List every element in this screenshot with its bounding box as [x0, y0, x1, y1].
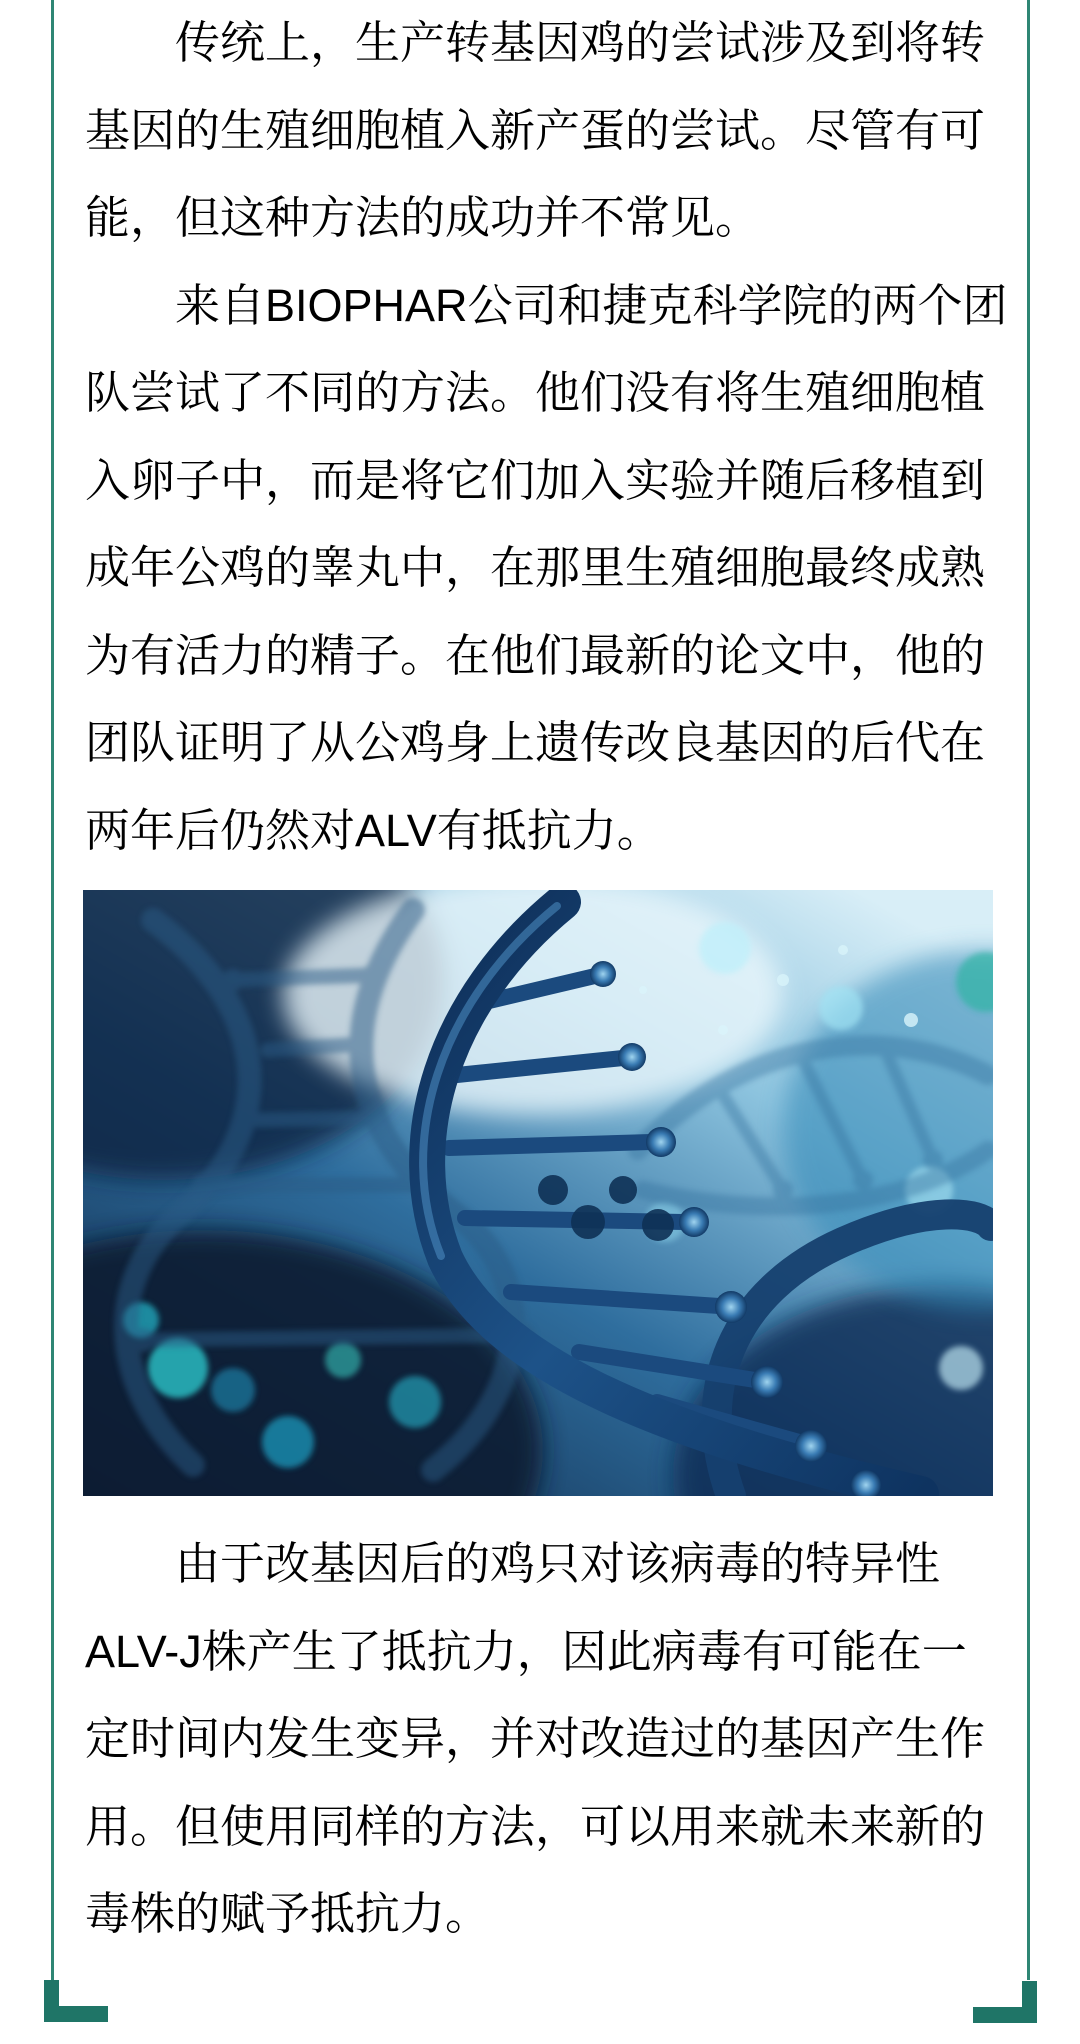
dna-helix-illustration: [83, 890, 993, 1496]
corner-bracket-bottom-right: [973, 1981, 1037, 2023]
corner-bracket-bottom-left: [44, 1980, 108, 2022]
article-body: [85, 0, 1010, 1958]
paragraph-1: 传统上，生产转基因鸡的尝试涉及到将转基因的生殖细胞植入新产蛋的尝试。尽管有可能，但这种方法的成功并不常见。: [85, 17, 986, 243]
frame-line-right: [1027, 0, 1030, 1980]
paragraph-3: 由于改基因后的鸡只对该病毒的特异性ALV-J株产生了抵抗力，因此病毒有可能在一定时间内发生变异，并对改造过的基因产生作用。但使用同样的方法，可以用来就未来新的毒株的赋予抵抗力。: [85, 1538, 986, 1939]
paragraph-2: 来自BIOPHAR公司和捷克科学院的两个团队尝试了不同的方法。他们没有将生殖细胞植入卵子中，而是将它们加入实验并随后移植到成年公鸡的睾丸中，在那里生殖细胞最终成熟为有活力的精子。在他们最新的论文中，他的团队证明了从公鸡身上遗传改良基因的后代在两年后仍然对ALV有抵抗力。: [85, 279, 1008, 856]
dna-helix-image: [83, 890, 993, 1496]
frame-line-left: [51, 0, 54, 1980]
